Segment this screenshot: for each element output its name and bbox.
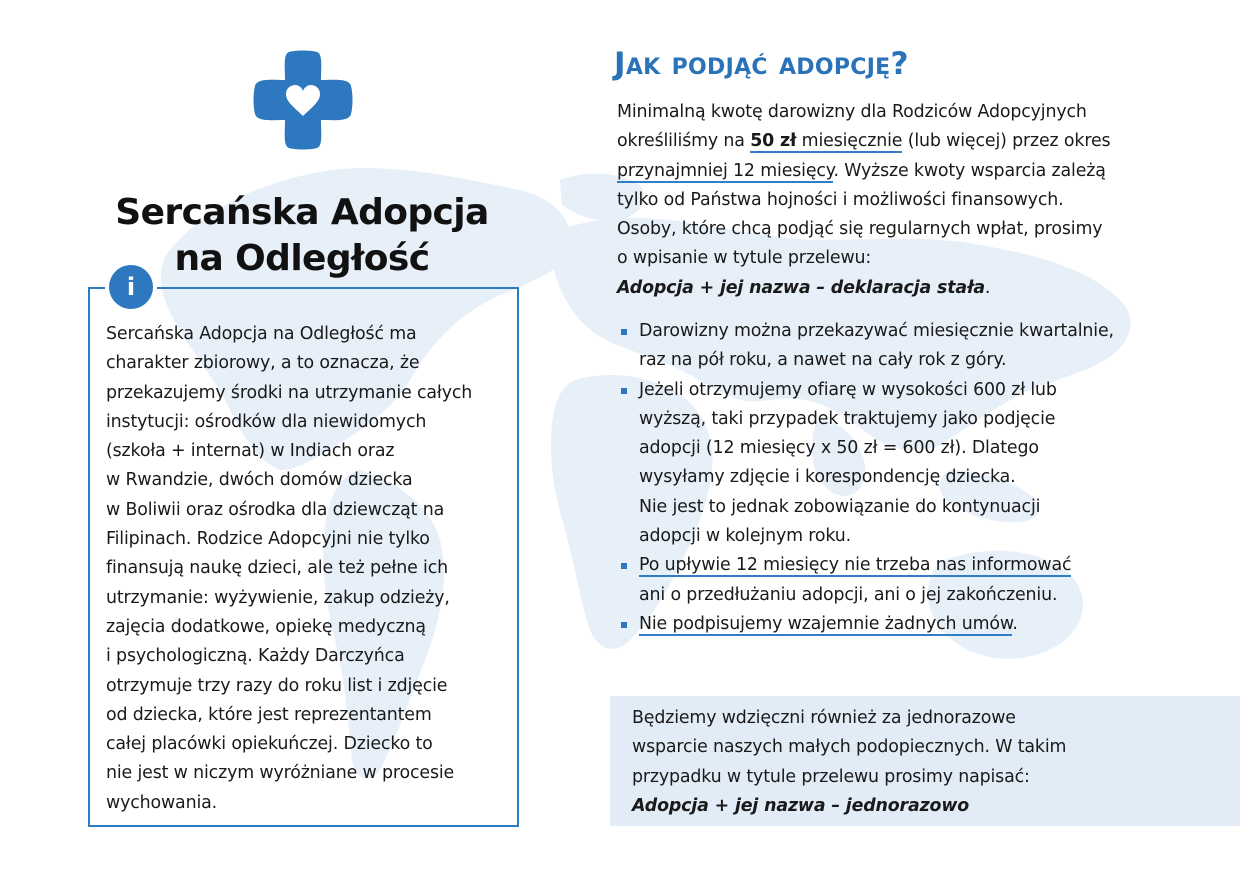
info-icon: i xyxy=(109,265,153,309)
info-line: całej placówki opiekuńczej. Dziecko to xyxy=(106,734,433,755)
info-line: w Boliwii oraz ośrodka dla dziewcząt na xyxy=(106,499,445,520)
minimum-period: przynajmniej 12 miesięcy xyxy=(617,160,834,181)
info-line: w Rwandzie, dwóch domów dziecka xyxy=(106,470,413,491)
bullet-item xyxy=(617,317,1227,376)
main-title-line-1: Sercańska Adopcja xyxy=(115,192,489,234)
info-text xyxy=(106,320,511,818)
transfer-title-recurring: Adopcja + jej nazwa – deklaracja stała xyxy=(617,277,985,298)
bullet-list xyxy=(617,317,1227,639)
bullet-square-icon xyxy=(621,388,627,394)
bullet-end: . xyxy=(1012,613,1018,634)
monthly-text: miesięcznie xyxy=(796,131,903,152)
info-line: finansują naukę dzieci, ale też pełne ich xyxy=(106,558,448,579)
minimum-amount: 50 zł xyxy=(750,131,797,152)
bullet-line xyxy=(639,551,1227,580)
minimum-amount-underlined xyxy=(750,131,902,153)
bullet-line: adopcji w kolejnym roku. xyxy=(639,526,852,547)
info-line: charakter zbiorowy, a to oznacza, że xyxy=(106,353,420,374)
info-line: otrzymuje trzy razy do roku list i zdjęcie xyxy=(106,675,448,696)
main-title-line-2: na Odległość xyxy=(174,238,430,280)
info-line: przekazujemy środki na utrzymanie całych xyxy=(106,382,473,403)
info-line: Filipinach. Rodzice Adopcyjni nie tylko xyxy=(106,529,430,550)
note-line: przypadku w tytule przelewu prosimy napisać: xyxy=(632,766,1030,787)
intro-line xyxy=(617,274,1217,303)
info-line: Sercańska Adopcja na Odległość ma xyxy=(106,324,417,344)
info-line: zajęcia dodatkowe, opiekę medyczną xyxy=(106,616,426,637)
no-notice-needed: Po upływie 12 miesięcy nie trzeba nas informować xyxy=(639,555,1072,576)
bullet-item xyxy=(617,610,1227,639)
transfer-title-one-time: Adopcja + jej nazwa – jednorazowo xyxy=(632,795,970,816)
info-line: wychowania. xyxy=(106,792,218,813)
bullet-line: raz na pół roku, a nawet na cały rok z góry. xyxy=(639,350,1007,371)
info-line: instytucji: ośrodków dla niewidomych xyxy=(106,411,427,432)
cross-heart-logo-icon xyxy=(253,50,353,150)
bullet-line: Nie jest to jednak zobowiązanie do kontynuacji xyxy=(639,496,1041,517)
intro-line: Osoby, które chcą podjąć się regularnych wpłat, prosimy xyxy=(617,219,1103,240)
intro-line xyxy=(617,127,1217,156)
bullet-line: Jeżeli otrzymujemy ofiarę w wysokości 600 zł lub xyxy=(639,379,1057,400)
bullet-line xyxy=(639,610,1227,639)
bullet-item xyxy=(617,551,1227,610)
bullet-item xyxy=(617,376,1227,552)
info-line: od dziecka, które jest reprezentantem xyxy=(106,704,432,725)
intro-line: o wpisanie w tytule przelewu: xyxy=(617,248,872,269)
note-line: wsparcie naszych małych podopiecznych. W takim xyxy=(632,737,1067,758)
info-line: nie jest w niczym wyróżniane w procesie xyxy=(106,763,455,784)
intro-line: Minimalną kwotę darowizny dla Rodziców Adopcyjnych xyxy=(617,102,1087,122)
info-line: (szkoła + internat) w Indiach oraz xyxy=(106,441,395,462)
info-line: i psychologiczną. Każdy Darczyńca xyxy=(106,646,405,667)
bullet-line: adopcji (12 miesięcy x 50 zł = 600 zł). Dlatego xyxy=(639,438,1039,459)
info-line: utrzymanie: wyżywienie, zakup odzieży, xyxy=(106,587,450,608)
section-heading: Jak podjąć adopcję? xyxy=(614,46,909,82)
bullet-line: ani o przedłużaniu adopcji, ani o jej zakończeniu. xyxy=(639,584,1058,605)
intro-line xyxy=(617,157,1217,186)
intro-paragraph xyxy=(617,98,1217,303)
bullet-square-icon xyxy=(621,563,627,569)
bullet-square-icon xyxy=(621,622,627,628)
intro-text: . Wyższe kwoty wsparcia zależą xyxy=(833,160,1106,181)
bullet-square-icon xyxy=(621,329,627,335)
intro-text: określiliśmy na xyxy=(617,131,751,152)
one-time-support-text xyxy=(632,704,1222,821)
intro-text: . xyxy=(984,277,991,298)
bullet-line: Darowizny można przekazywać miesięcznie kwartalnie, xyxy=(639,321,1114,341)
bullet-line: wyższą, taki przypadek traktujemy jako podjęcie xyxy=(639,408,1056,429)
intro-text: (lub więcej) przez okres xyxy=(902,131,1111,152)
intro-line: tylko od Państwa hojności i możliwości finansowych. xyxy=(617,189,1064,210)
no-contracts: Nie podpisujemy wzajemnie żadnych umów xyxy=(639,613,1013,634)
note-line: Będziemy wdzięczni również za jednorazowe xyxy=(632,708,1016,728)
bullet-line: wysyłamy zdjęcie i korespondencję dziecka. xyxy=(639,467,1016,488)
